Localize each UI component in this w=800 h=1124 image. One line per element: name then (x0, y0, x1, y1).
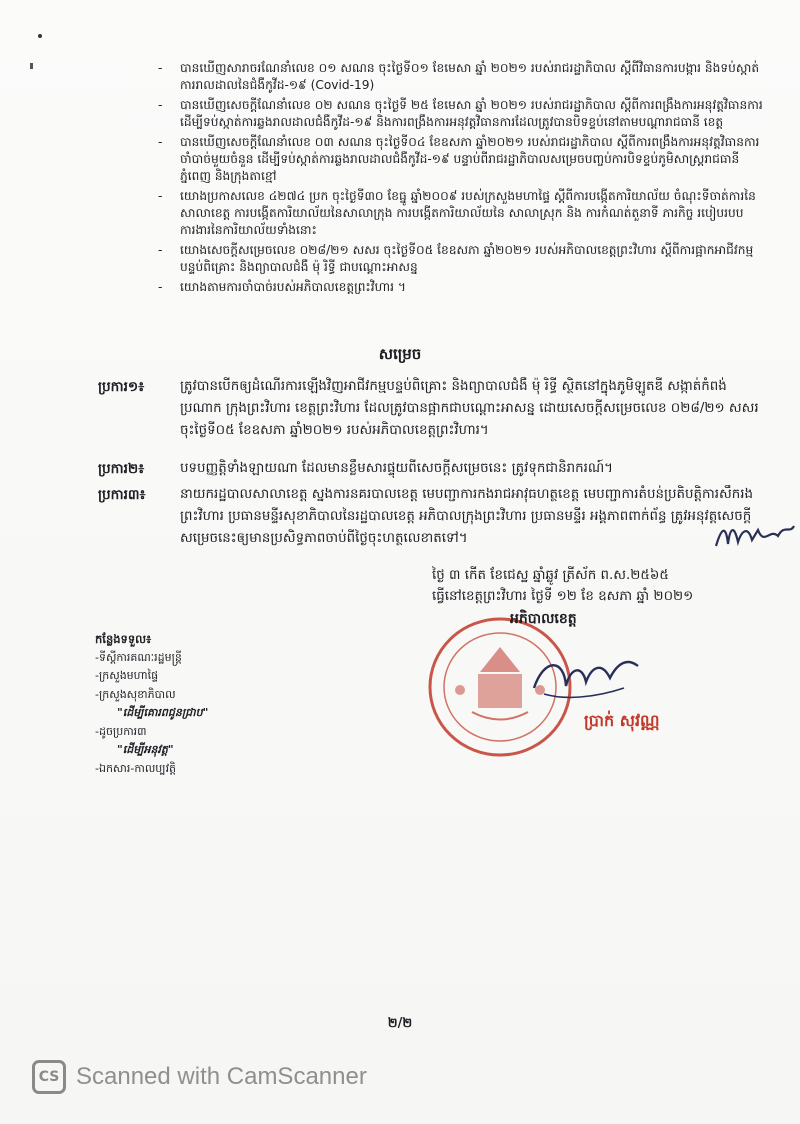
recipient-item: -ក្រសួងសុខាភិបាល (95, 687, 176, 701)
article-text: បទបញ្ញត្តិទាំងឡាយណា ដែលមានខ្លឹមសារផ្ទុយពីសេចក្តីសម្រេចនេះ ត្រូវទុកជានិរាករណ៍។ (180, 461, 613, 476)
recipient-item: -ទីស្តីការគណៈរដ្ឋមន្ត្រី (95, 650, 182, 664)
article-3 (98, 484, 768, 550)
reference-text: បានឃើញសេចក្តីណែនាំលេខ ០២ សណន ចុះថ្ងៃទី ២៥ ខែមេសា ឆ្នាំ ២០២១ របស់រាជរដ្ឋាភិបាល ស្តីពីការពង្រឹងការអនុវត្តវិធានការដើម្បីទប់ស្កាត់ការឆ្លងរាលដាលជំងឺកូវីដ-១៩ និងការពង្រឹងការអនុវត្តវិធានការដែលត្រូវបានបិទខ្ទប់នៅតាមបណ្តារាជធានី ខេត្ត (180, 98, 763, 129)
reference-text: យោងសេចក្តីសម្រេចលេខ ០២៨/២១ សសរ ចុះថ្ងៃទី០៥ ខែឧសភា ឆ្នាំ២០២១ របស់អភិបាលខេត្តព្រះវិហារ ស្តីពីការផ្អាកអាជីវកម្មបន្ទប់ពិគ្រោះ និងព្យាបាលជំងឺ ម៉ុ រិទ្ធី ជាបណ្តោះអាសន្ន (180, 243, 754, 274)
recipient-item: -ឯកសារ-កាលប្បវត្តិ (95, 761, 177, 775)
recipient-note: "ដើម្បីគោរពជូនជ្រាប" (117, 706, 209, 719)
recipient-item: -ដូចប្រការ៣ (95, 724, 147, 738)
scan-speck (38, 34, 42, 38)
issue-place-date: ធ្វើនៅខេត្តព្រះវិហារ ថ្ងៃទី ១២ ខែ ឧសភា ឆ្នាំ ២០២១ (432, 589, 694, 604)
handwritten-signature (524, 648, 644, 708)
recipients-list (95, 630, 208, 778)
article-label: ប្រការ៣៖ (98, 487, 146, 503)
camscanner-watermark (32, 1060, 367, 1094)
reference-text: យោងតាមការចាំបាច់របស់អភិបាលខេត្តព្រះវិហារ ។ (180, 280, 406, 294)
bullet-dash: - (158, 189, 163, 203)
reference-item (158, 279, 770, 296)
reference-item (158, 242, 770, 276)
article-1 (98, 376, 768, 442)
governor-title: អភិបាលខេត្ត (510, 611, 577, 627)
page-number: ២/២ (387, 1016, 413, 1031)
camscanner-logo-icon: CS (32, 1060, 66, 1094)
article-text: ត្រូវបានបើកឲ្យដំណើរការឡើងវិញអាជីវកម្មបន្ទប់ពិគ្រោះ និងព្យាបាលជំងឺ ម៉ុ រិទ្ធី ស្ថិតនៅក្នុងភូមិឡូតឌី សង្កាត់កំពង់ប្រណាក ក្រុងព្រះវិហារ ខេត្តព្រះវិហារ ដែលត្រូវបានផ្អាកជាបណ្តោះអាសន្ន ដោយសេចក្តីសម្រេចលេខ ០២៨/២១ សសរ ចុះថ្ងៃទី០៥ ខែឧសភា ឆ្នាំ២០២១ របស់អភិបាលខេត្តព្រះវិហារ។ (180, 379, 759, 438)
recipient-item: -ក្រសួងមហាផ្ទៃ (95, 669, 159, 682)
bullet-dash: - (158, 135, 163, 149)
article-text: នាយករដ្ឋបាលសាលាខេត្ត ស្នងការនគរបាលខេត្ត មេបញ្ជាការកងរាជអាវុធហត្ថខេត្ត មេបញ្ជាការតំបន់ប្រតិបត្តិការសឹករងព្រះវិហារ ប្រធានមន្ទីរសុខាភិបាលនៃរដ្ឋបាលខេត្ត អភិបាលក្រុងព្រះវិហារ ប្រធានមន្ទីរ អង្គភាពពាក់ព័ន្ធ ត្រូវអនុវត្តសេចក្តីសម្រេចនេះឲ្យមានប្រសិទ្ធភាពចាប់ពីថ្ងៃចុះហត្ថលេខាតទៅ។ (180, 487, 753, 546)
bullet-dash: - (158, 61, 163, 75)
initials-mark (712, 516, 796, 556)
bullet-dash: - (158, 243, 163, 257)
camscanner-text: Scanned with CamScanner (76, 1063, 367, 1090)
scan-speck (30, 63, 33, 69)
article-label: ប្រការ១៖ (98, 379, 145, 395)
bullet-dash: - (158, 280, 163, 294)
article-label: ប្រការ២៖ (98, 461, 145, 477)
recipients-heading: កន្លែងទទួល៖ (95, 632, 152, 646)
reference-item (158, 188, 770, 239)
reference-item (158, 134, 770, 185)
signer-name: ប្រាក់ សុវណ្ណ (584, 711, 660, 730)
reference-text: យោងប្រកាសលេខ ៤២៧៤ ប្រក ចុះថ្ងៃទី៣០ ខែធ្នូ ឆ្នាំ២០០៩ របស់ក្រសួងមហាផ្ទៃ ស្តីពីការបង្កើតការិយាល័យ ចំណុះទីចាត់ការនៃសាលាខេត្ត ការបង្កើតការិយាល័យនៃសាលាក្រុង ការបង្កើតការិយាល័យនៃ សាលាស្រុក និង ការកំណត់តួនាទី ភារកិច្ច របៀបរបបការងារនៃការិយាល័យទាំងនោះ (180, 189, 756, 237)
recipient-note: "ដើម្បីអនុវត្ត" (117, 743, 174, 756)
decision-heading: សម្រេច (378, 345, 422, 363)
reference-item (158, 60, 770, 94)
reference-text: បានឃើញសារាចរណែនាំលេខ ០១ សណន ចុះថ្ងៃទី០១ ខែមេសា ឆ្នាំ ២០២១ របស់រាជរដ្ឋាភិបាល ស្តីពីវិធានការបង្ការ និងទប់ស្កាត់ការរាលដាលនៃជំងឺកូវីដ-១៩ (Covid-19) (180, 61, 760, 92)
article-2 (98, 458, 768, 480)
reference-text: បានឃើញសេចក្តីណែនាំលេខ ០៣ សណន ចុះថ្ងៃទី០៤ ខែឧសភា ឆ្នាំ២០២១ របស់រាជរដ្ឋាភិបាល ស្តីពីការពង្រឹងការអនុវត្តវិធានការចាំបាច់មួយចំនួន ដើម្បីទប់ស្កាត់ការឆ្លងរាលដាលជំងឺកូវីដ-១៩ បន្ទាប់ពីរាជរដ្ឋាភិបាលសម្រេចបញ្ចប់ការបិទខ្ទប់ភូមិសាស្រ្តរាជធានីភ្នំពេញ និងក្រុងតាខ្មៅ (180, 135, 760, 183)
lunar-date: ថ្ងៃ ៣ កើត ខែជេស្ឋ ឆ្នាំឆ្លូវ ត្រីស័ក ព.ស.២៥៦៥ (432, 568, 669, 583)
bullet-dash: - (158, 98, 163, 112)
reference-list (158, 60, 770, 299)
reference-item (158, 97, 770, 131)
